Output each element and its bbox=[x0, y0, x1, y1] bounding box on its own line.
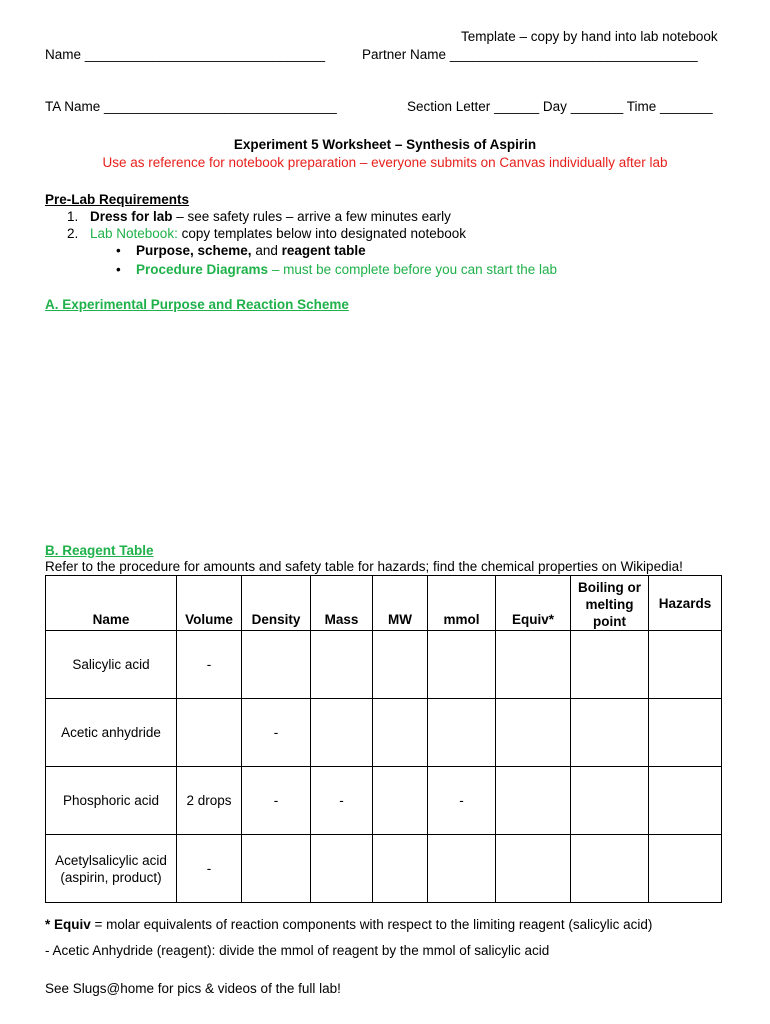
section-b-intro: Refer to the procedure for amounts and safety table for hazards; find the chemical properties on Wikipedia! bbox=[45, 559, 683, 574]
prelab-item-2-text bbox=[90, 226, 466, 241]
prelab-subitem-1-mid: and bbox=[251, 243, 282, 258]
cell-name: Acetylsalicylic acid (aspirin, product) bbox=[46, 835, 177, 903]
prelab-item-2-number: 2. bbox=[67, 226, 79, 241]
ta-name-field[interactable] bbox=[45, 99, 337, 114]
table-row bbox=[46, 631, 722, 699]
bullet-icon: • bbox=[116, 243, 121, 258]
section-letter-line: ______ bbox=[494, 99, 540, 114]
day-line: _______ bbox=[570, 99, 624, 114]
prelab-item-1-bold: Dress for lab bbox=[90, 209, 173, 224]
cell-mass[interactable] bbox=[311, 835, 373, 903]
partner-name-line: _________________________________ bbox=[449, 47, 698, 62]
day-label: Day bbox=[542, 99, 567, 114]
section-b-heading: B. Reagent Table bbox=[45, 543, 154, 558]
cell-name: Acetic anhydride bbox=[46, 699, 177, 767]
cell-boiling-melting-point[interactable] bbox=[571, 631, 649, 699]
header-density: Density bbox=[242, 576, 311, 631]
time-line: _______ bbox=[660, 99, 713, 114]
reagent-table bbox=[45, 575, 722, 903]
cell-volume[interactable]: - bbox=[177, 835, 242, 903]
cell-hazards[interactable] bbox=[649, 835, 722, 903]
time-label: Time bbox=[626, 99, 657, 114]
cell-equiv[interactable] bbox=[496, 631, 571, 699]
partner-name-field[interactable] bbox=[362, 47, 698, 62]
table-row bbox=[46, 699, 722, 767]
prelab-item-1-text bbox=[90, 209, 451, 224]
partner-name-label: Partner Name bbox=[362, 47, 447, 62]
cell-mass[interactable] bbox=[311, 699, 373, 767]
prelab-item-2 bbox=[45, 226, 745, 243]
cell-boiling-melting-point[interactable] bbox=[571, 767, 649, 835]
equiv-footnote bbox=[45, 917, 652, 932]
bullet-icon: • bbox=[116, 262, 121, 277]
cell-name: Phosphoric acid bbox=[46, 767, 177, 835]
cell-hazards[interactable] bbox=[649, 631, 722, 699]
cell-mw[interactable] bbox=[373, 631, 428, 699]
cell-mass[interactable] bbox=[311, 631, 373, 699]
cell-volume[interactable] bbox=[177, 699, 242, 767]
name-line: ________________________________ bbox=[84, 47, 326, 62]
section-day-time-fields[interactable] bbox=[407, 99, 713, 114]
header-name: Name bbox=[46, 576, 177, 631]
cell-boiling-melting-point[interactable] bbox=[571, 699, 649, 767]
prelab-item-1-number: 1. bbox=[67, 209, 79, 224]
name-field[interactable] bbox=[45, 47, 325, 62]
header-mass: Mass bbox=[311, 576, 373, 631]
prelab-heading: Pre-Lab Requirements bbox=[45, 192, 190, 207]
cell-name: Salicylic acid bbox=[46, 631, 177, 699]
template-note: Template – copy by hand into lab notebook bbox=[461, 29, 718, 44]
prelab-subitem-2-rest: – must be complete before you can start the lab bbox=[268, 262, 557, 277]
cell-equiv[interactable] bbox=[496, 835, 571, 903]
equiv-footnote-text: = molar equivalents of reaction components with respect to the limiting reagent (salicylic acid) bbox=[90, 917, 653, 932]
prelab-item-1-rest: – see safety rules – arrive a few minutes early bbox=[172, 209, 451, 224]
equiv-footnote-bold: * Equiv bbox=[45, 917, 91, 932]
cell-equiv[interactable] bbox=[496, 767, 571, 835]
cell-mmol[interactable] bbox=[428, 631, 496, 699]
prelab-item-1 bbox=[45, 209, 745, 226]
header-volume: Volume bbox=[177, 576, 242, 631]
cell-mmol[interactable] bbox=[428, 835, 496, 903]
section-a-heading: A. Experimental Purpose and Reaction Scheme bbox=[45, 297, 349, 312]
cell-volume[interactable]: 2 drops bbox=[177, 767, 242, 835]
prelab-item-2-green: Lab Notebook: bbox=[90, 226, 178, 241]
cell-equiv[interactable] bbox=[496, 699, 571, 767]
cell-mmol[interactable]: - bbox=[428, 767, 496, 835]
header-boiling-melting-point: Boiling or melting point bbox=[571, 576, 649, 631]
prelab-subitem-2-bold: Procedure Diagrams bbox=[136, 262, 269, 277]
header-hazards: Hazards bbox=[649, 576, 722, 631]
page-title: Experiment 5 Worksheet – Synthesis of Aspirin bbox=[233, 137, 537, 152]
cell-density[interactable]: - bbox=[242, 699, 311, 767]
ta-name-line: _______________________________ bbox=[104, 99, 337, 114]
cell-mass[interactable]: - bbox=[311, 767, 373, 835]
prelab-subitem-1-bold-a: Purpose, scheme, bbox=[136, 243, 252, 258]
cell-density[interactable] bbox=[242, 631, 311, 699]
prelab-subitem-1-text bbox=[136, 243, 366, 258]
header-equiv: Equiv* bbox=[496, 576, 571, 631]
prelab-subitem-2-text bbox=[136, 262, 557, 277]
header-mmol: mmol bbox=[428, 576, 496, 631]
header-mw: MW bbox=[373, 576, 428, 631]
cell-mw[interactable] bbox=[373, 835, 428, 903]
prelab-subitem-1-bold-b: reagent table bbox=[281, 243, 366, 258]
slugs-home-note: See Slugs@home for pics & videos of the full lab! bbox=[45, 981, 341, 996]
cell-mw[interactable] bbox=[373, 699, 428, 767]
prelab-subitem-1 bbox=[45, 243, 745, 260]
cell-mw[interactable] bbox=[373, 767, 428, 835]
table-row bbox=[46, 835, 722, 903]
prelab-subitem-2 bbox=[45, 262, 745, 279]
page-subtitle: Use as reference for notebook preparation – everyone submits on Canvas individually after lab bbox=[102, 155, 668, 170]
cell-density[interactable] bbox=[242, 835, 311, 903]
cell-volume[interactable]: - bbox=[177, 631, 242, 699]
table-header-row bbox=[46, 576, 722, 631]
section-letter-label: Section Letter bbox=[407, 99, 491, 114]
cell-boiling-melting-point[interactable] bbox=[571, 835, 649, 903]
cell-mmol[interactable] bbox=[428, 699, 496, 767]
cell-density[interactable]: - bbox=[242, 767, 311, 835]
table-row bbox=[46, 767, 722, 835]
acetic-anhydride-note: - Acetic Anhydride (reagent): divide the mmol of reagent by the mmol of salicylic acid bbox=[45, 943, 550, 958]
cell-hazards[interactable] bbox=[649, 767, 722, 835]
ta-name-label: TA Name bbox=[45, 99, 101, 114]
prelab-item-2-rest: copy templates below into designated notebook bbox=[177, 226, 467, 241]
name-label: Name bbox=[45, 47, 82, 62]
cell-hazards[interactable] bbox=[649, 699, 722, 767]
